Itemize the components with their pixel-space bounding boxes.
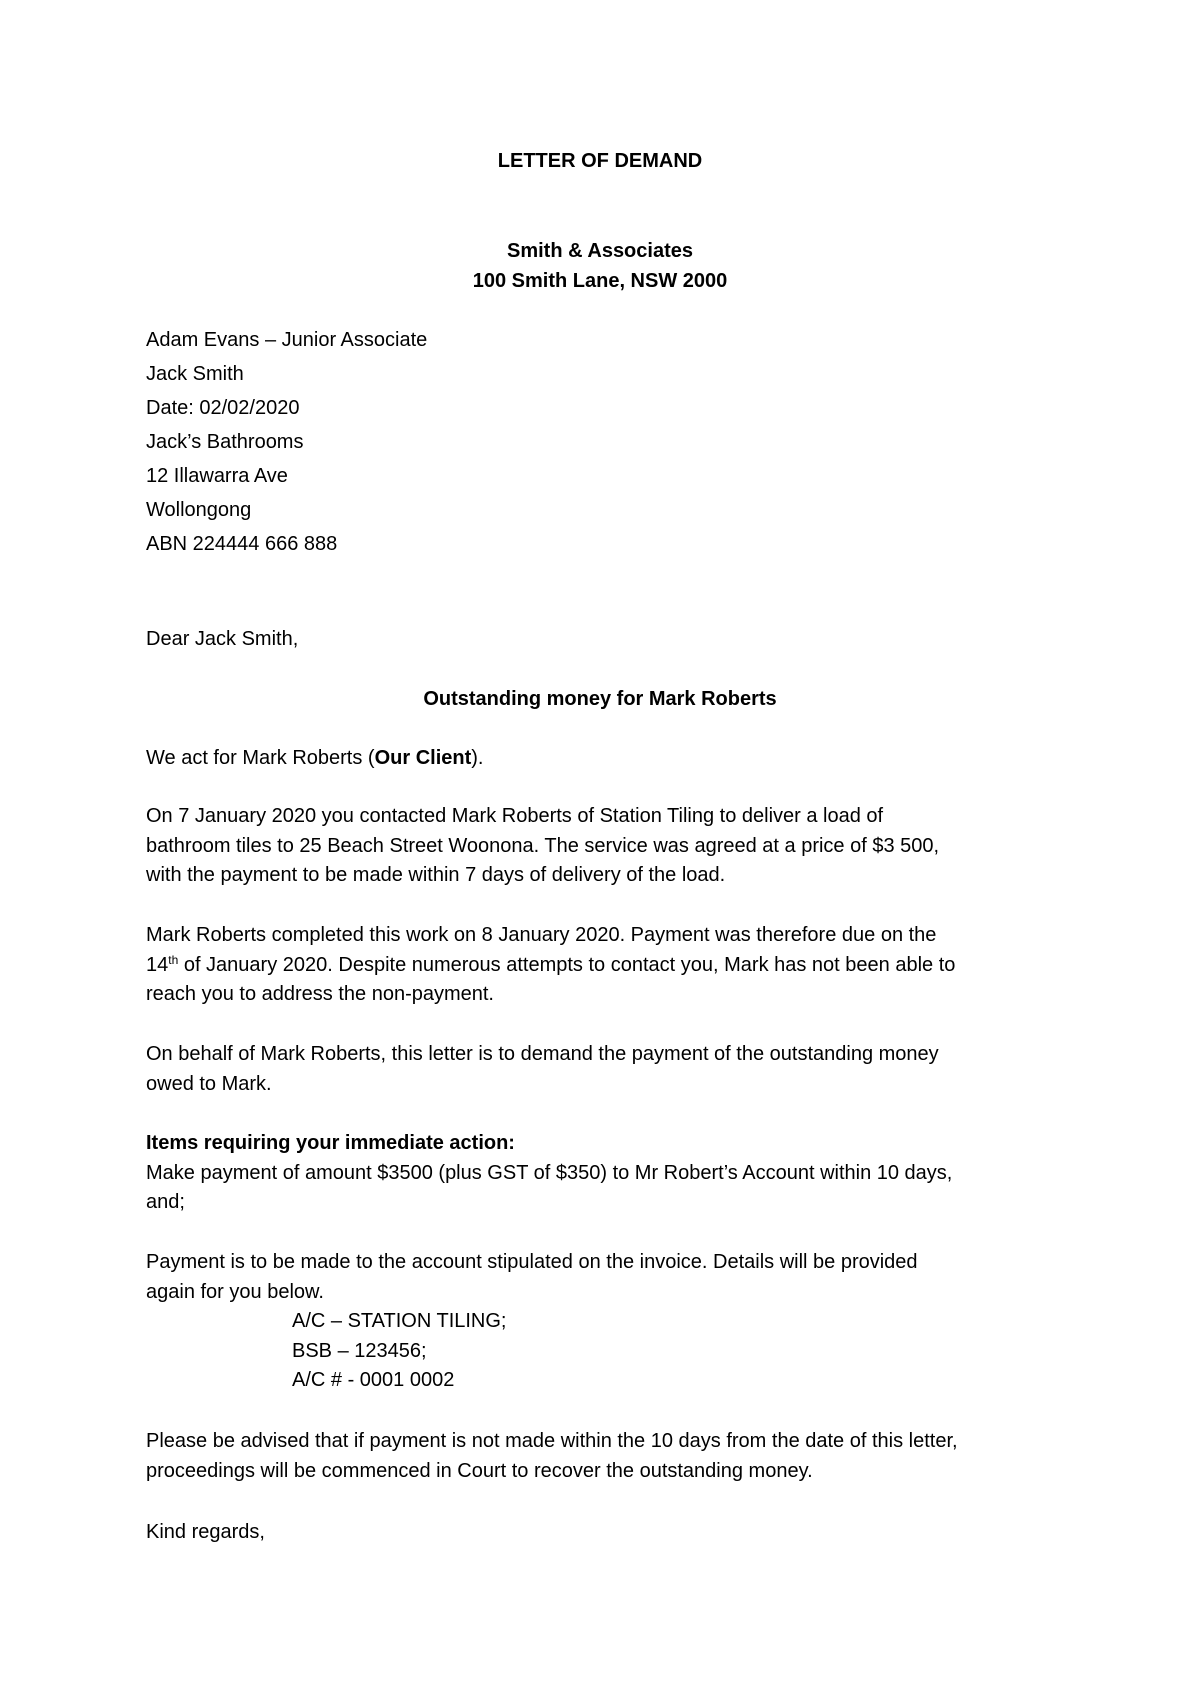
warning-paragraph [146, 1427, 958, 1486]
action-items [146, 1129, 952, 1218]
paragraph-engagement [146, 802, 939, 891]
recipient-name: Jack Smith [146, 363, 244, 385]
due-day-ordinal: th [168, 952, 179, 967]
paragraph-line: On behalf of Mark Roberts, this letter is to demand the payment of the outstanding money [146, 1043, 939, 1065]
recipient-business: Jack’s Bathrooms [146, 431, 304, 453]
subject-text: Outstanding money for Mark Roberts [423, 688, 777, 710]
letter-date: Date: 02/02/2020 [146, 397, 300, 419]
address-block [146, 323, 427, 561]
due-day-rest: of January 2020. Despite numerous attempts to contact you, Mark has not been able to [178, 953, 956, 976]
subject-line [0, 684, 1200, 714]
due-day-number: 14 [146, 953, 169, 976]
payment-details [146, 1248, 918, 1396]
paragraph-demand [146, 1040, 939, 1099]
action-heading: Items requiring your immediate action: [146, 1132, 515, 1154]
paragraph-line: reach you to address the non-payment. [146, 983, 494, 1005]
payment-line: Payment is to be made to the account stipulated on the invoice. Details will be provided [146, 1251, 918, 1273]
salutation [146, 624, 298, 654]
sender-name: Adam Evans – Junior Associate [146, 329, 428, 351]
action-line: and; [146, 1191, 185, 1213]
intro-paragraph [146, 743, 483, 773]
intro-text-before: We act for Mark Roberts ( [146, 747, 375, 769]
letter-title-text: LETTER OF DEMAND [497, 150, 703, 172]
firm-address: 100 Smith Lane, NSW 2000 [472, 270, 728, 292]
paragraph-line: with the payment to be made within 7 days of delivery of the load. [146, 864, 726, 886]
closing-text: Kind regards, [146, 1521, 265, 1543]
account-name: A/C – STATION TILING; [292, 1310, 507, 1332]
paragraph-line: bathroom tiles to 25 Beach Street Woonona. The service was agreed at a price of $3 500, [146, 834, 940, 857]
paragraph-line: On 7 January 2020 you contacted Mark Roberts of Station Tiling to deliver a load of [146, 805, 884, 827]
paragraph-non-payment [146, 921, 955, 1010]
warning-line: proceedings will be commenced in Court to recover the outstanding money. [146, 1459, 813, 1482]
warning-line: Please be advised that if payment is not made within the 10 days from the date of this letter, [146, 1430, 958, 1452]
account-number: A/C # - 0001 0002 [292, 1369, 455, 1391]
firm-header [0, 236, 1200, 296]
payment-line: again for you below. [146, 1280, 324, 1303]
firm-name: Smith & Associates [507, 240, 693, 262]
recipient-city: Wollongong [146, 499, 252, 521]
paragraph-line [146, 951, 955, 981]
paragraph-line: owed to Mark. [146, 1072, 272, 1095]
paragraph-line: Mark Roberts completed this work on 8 January 2020. Payment was therefore due on the [146, 924, 937, 946]
intro-text-after: ). [471, 747, 484, 769]
recipient-street: 12 Illawarra Ave [146, 465, 288, 487]
account-bsb: BSB – 123456; [292, 1339, 427, 1362]
salutation-text: Dear Jack Smith, [146, 628, 299, 650]
letter-title [0, 146, 1200, 176]
intro-defined-term: Our Client [374, 747, 472, 769]
action-line: Make payment of amount $3500 (plus GST of $350) to Mr Robert’s Account within 10 days, [146, 1161, 953, 1184]
closing [146, 1517, 265, 1547]
recipient-abn: ABN 224444 666 888 [146, 533, 338, 555]
